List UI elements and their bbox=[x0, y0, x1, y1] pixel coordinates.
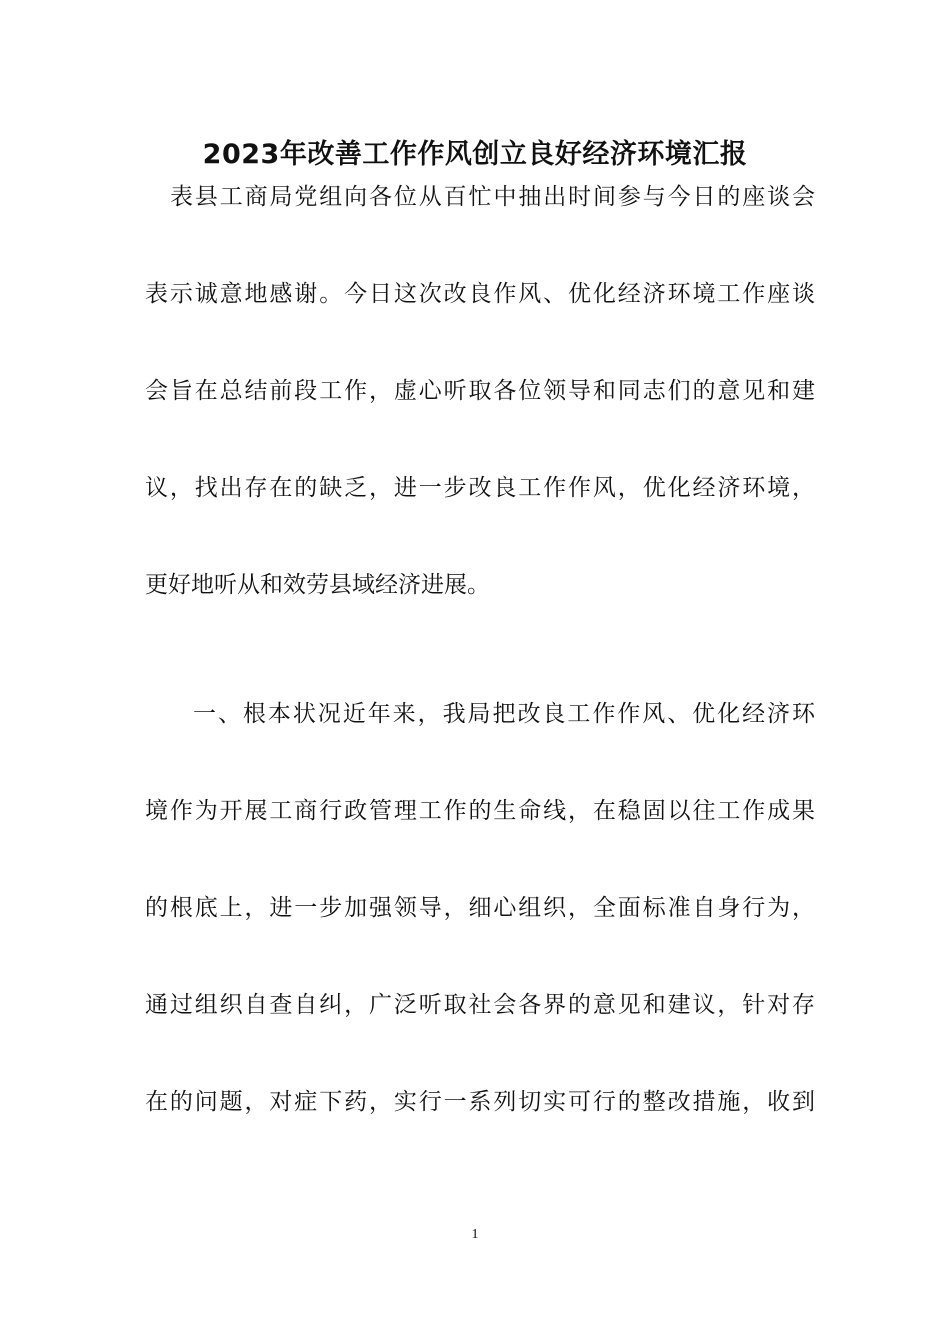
paragraph-line: 通过组织自查自纠，广泛听取社会各界的意见和建议，针对存 bbox=[145, 992, 815, 1018]
paragraph-line: 表示诚意地感谢。今日这次改良作风、优化经济环境工作座谈 bbox=[145, 281, 815, 307]
document-title: 2023年改善工作作风创立良好经济环境汇报 bbox=[202, 139, 748, 170]
paragraph-line: 一、根本状况近年来，我局把改良工作作风、优化经济环 bbox=[193, 701, 815, 727]
paragraph-line: 会旨在总结前段工作，虚心听取各位领导和同志们的意见和建 bbox=[145, 378, 815, 404]
page-number: 1 bbox=[471, 1227, 479, 1242]
paragraph-line: 在的问题，对症下药，实行一系列切实可行的整改措施，收到 bbox=[145, 1089, 815, 1115]
paragraph-line: 更好地听从和效劳县域经济进展。 bbox=[145, 572, 490, 598]
paragraph-line: 表县工商局党组向各位从百忙中抽出时间参与今日的座谈会 bbox=[170, 184, 815, 210]
paragraph-line: 议，找出存在的缺乏，进一步改良工作作风，优化经济环境， bbox=[145, 475, 815, 501]
paragraph-line: 境作为开展工商行政管理工作的生命线，在稳固以往工作成果 bbox=[145, 798, 815, 824]
paragraph-line: 的根底上，进一步加强领导，细心组织，全面标准自身行为， bbox=[145, 895, 815, 921]
